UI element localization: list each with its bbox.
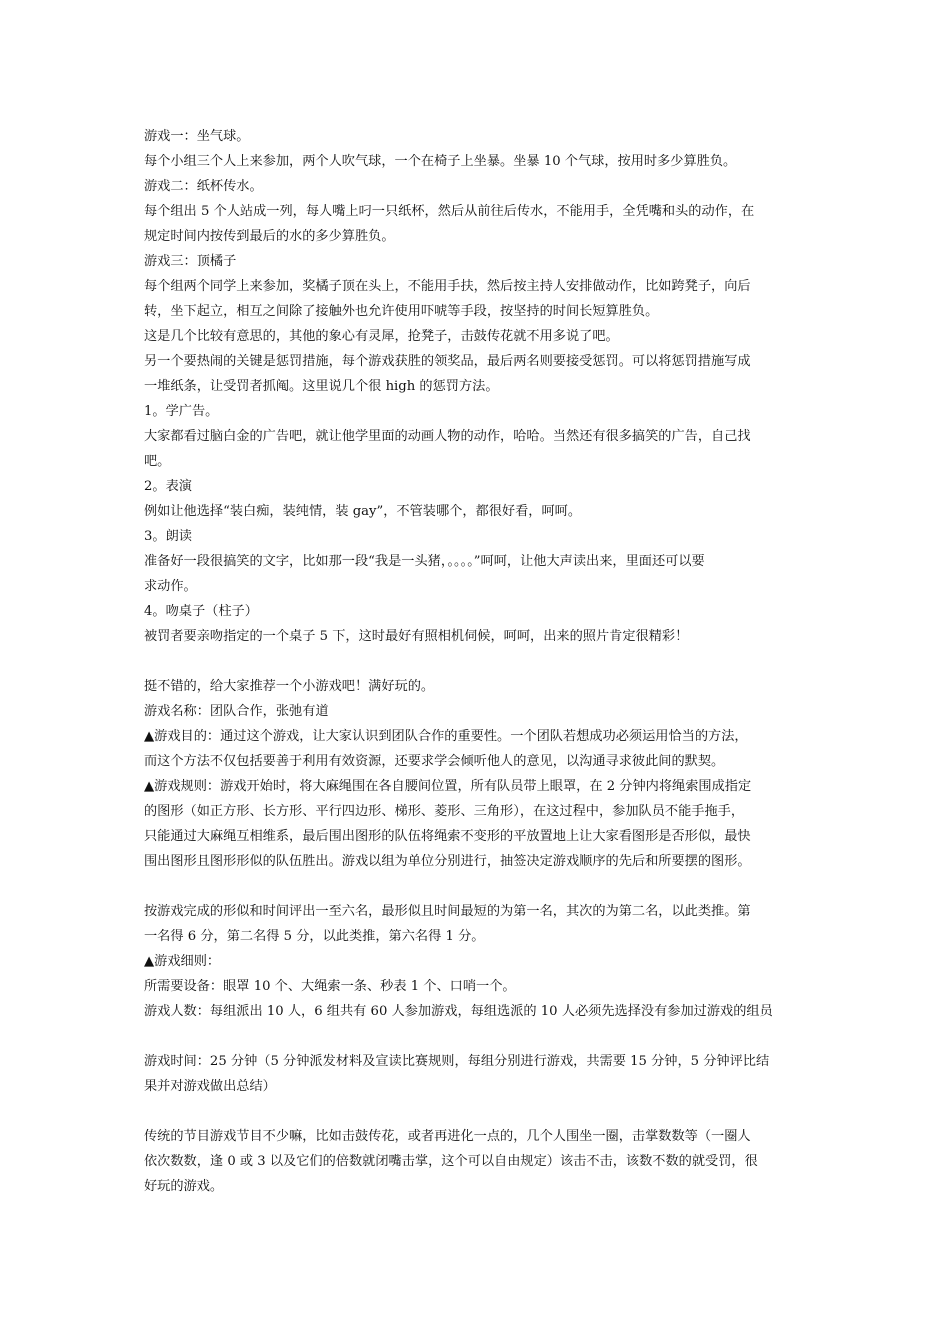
text-line: 一名得 6 分，第二名得 5 分，以此类推，第六名得 1 分。 xyxy=(144,929,485,944)
text-line: 规定时间内按传到最后的水的多少算胜负。 xyxy=(144,229,395,244)
text-line: 围出图形且图形形似的队伍胜出。游戏以组为单位分别进行，抽签决定游戏顺序的先后和所要摆的图形。 xyxy=(144,854,751,869)
text-line: 准备好一段很搞笑的文字，比如那一段“我是一头猪，。。。。”呵呵，让他大声读出来，里面还可以要 xyxy=(144,554,705,569)
traditional-games-section xyxy=(144,1124,810,1199)
game-two-section xyxy=(144,174,810,249)
text-line: 游戏名称：团队合作，张弛有道 xyxy=(144,704,329,719)
text-line: 游戏二：纸杯传水。 xyxy=(144,179,263,194)
text-line: 按游戏完成的形似和时间评出一至六名，最形似且时间最短的为第一名，其次的为第二名，以此类推。第 xyxy=(144,904,751,919)
text-line: 3。朗读 xyxy=(144,529,192,544)
text-line: 所需要设备：眼罩 10 个、大绳索一条、秒表 1 个、口哨一个。 xyxy=(144,979,516,994)
text-line: 每个组出 5 个人站成一列，每人嘴上叼一只纸杯，然后从前往后传水，不能用手，全凭嘴和头的动作，在 xyxy=(144,204,755,219)
text-line: 被罚者要亲吻指定的一个桌子 5 下，这时最好有照相机伺候，呵呵，出来的照片肯定很精彩！ xyxy=(144,629,689,644)
text-line: 求动作。 xyxy=(144,579,197,594)
text-line: 依次数数，逢 0 或 3 以及它们的倍数就闭嘴击掌，这个可以自由规定）该击不击，该数不数的就受罚，很 xyxy=(144,1154,758,1169)
text-line: 只能通过大麻绳互相维系，最后围出图形的队伍将绳索不变形的平放置地上让大家看图形是否形似，最快 xyxy=(144,829,751,844)
text-line: 每个组两个同学上来参加，奖橘子顶在头上，不能用手扶，然后按主持人安排做动作，比如跨凳子，向后 xyxy=(144,279,751,294)
blank-line xyxy=(144,1099,810,1124)
punishment-section xyxy=(144,349,810,649)
text-line: 每个小组三个人上来参加，两个人吹气球，一个在椅子上坐暴。坐暴 10 个气球，按用时多少算胜负。 xyxy=(144,154,737,169)
text-line: 例如让他选择“装白痴，装纯情，装 gay”，不管装哪个，都很好看，呵呵。 xyxy=(144,504,582,519)
text-line: ▲游戏细则： xyxy=(144,954,221,969)
text-line: 游戏人数：每组派出 10 人，6 组共有 60 人参加游戏，每组选派的 10 人必须先选择没有参加过游戏的组员 xyxy=(144,1004,773,1019)
team-game-section xyxy=(144,674,810,874)
blank-line xyxy=(144,649,810,674)
text-line: 这是几个比较有意思的，其他的象心有灵犀，抢凳子，击鼓传花就不用多说了吧。 xyxy=(144,329,619,344)
text-line: 挺不错的，给大家推荐一个小游戏吧！满好玩的。 xyxy=(144,679,435,694)
text-line: ▲游戏目的：通过这个游戏，让大家认识到团队合作的重要性。一个团队若想成功必须运用恰当的方法， xyxy=(144,729,748,744)
text-line: 大家都看过脑白金的广告吧，就让他学里面的动画人物的动作，哈哈。当然还有很多搞笑的广告，自己找 xyxy=(144,429,751,444)
text-line: 传统的节目游戏节目不少嘛，比如击鼓传花，或者再进化一点的，几个人围坐一圈，击掌数数等（一圈人 xyxy=(144,1129,751,1144)
text-line: 游戏一：坐气球。 xyxy=(144,129,250,144)
document-body xyxy=(144,124,810,1199)
blank-line xyxy=(144,874,810,899)
text-line: 游戏三：顶橘子 xyxy=(144,254,237,269)
text-line: 2。表演 xyxy=(144,479,192,494)
game-one-section xyxy=(144,124,810,174)
text-line: 吧。 xyxy=(144,454,171,469)
text-line: 转，坐下起立，相互之间除了接触外也允许使用吓唬等手段，按坚持的时间长短算胜负。 xyxy=(144,304,659,319)
scoring-section xyxy=(144,899,810,1024)
text-line: 而这个方法不仅包括要善于利用有效资源，还要求学会倾听他人的意见，以沟通寻求彼此间的默契。 xyxy=(144,754,725,769)
text-line: 好玩的游戏。 xyxy=(144,1179,224,1194)
text-line: 的图形（如正方形、长方形、平行四边形、梯形、菱形、三角形），在这过程中，参加队员不能手拖手， xyxy=(144,804,745,819)
game-time-section xyxy=(144,1049,810,1099)
game-three-section xyxy=(144,249,810,349)
text-line: 一堆纸条，让受罚者抓阄。这里说几个很 high 的惩罚方法。 xyxy=(144,379,499,394)
text-line: 游戏时间：25 分钟（5 分钟派发材料及宣读比赛规则，每组分别进行游戏，共需要 15 分钟，5 分钟评比结 xyxy=(144,1054,770,1069)
blank-line xyxy=(144,1024,810,1049)
text-line: 1。学广告。 xyxy=(144,404,219,419)
text-line: 果并对游戏做出总结） xyxy=(144,1079,276,1094)
text-line: 另一个要热闹的关键是惩罚措施，每个游戏获胜的领奖品，最后两名则要接受惩罚。可以将惩罚措施写成 xyxy=(144,354,751,369)
text-line: ▲游戏规则：游戏开始时，将大麻绳围在各自腰间位置，所有队员带上眼罩，在 2 分钟内将绳索围成指定 xyxy=(144,779,752,794)
text-line: 4。吻桌子（柱子） xyxy=(144,604,258,619)
